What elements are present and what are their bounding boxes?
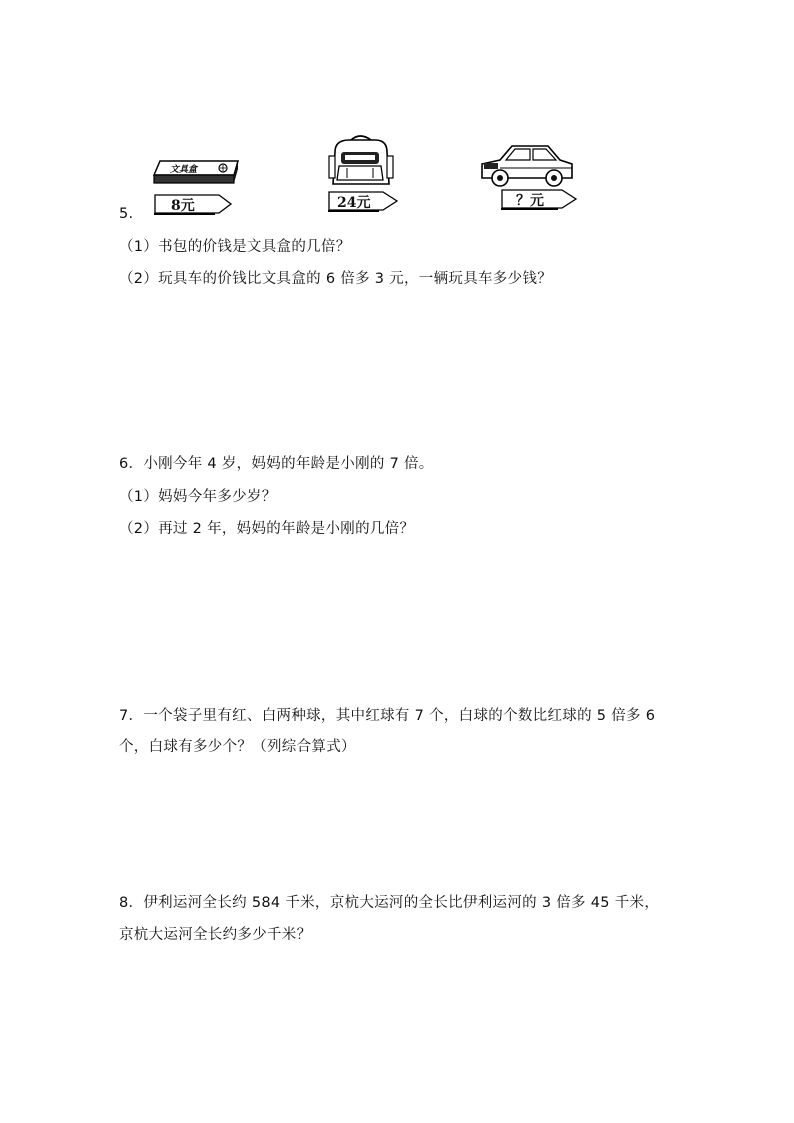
question-6-stem: 6．小刚今年 4 岁，妈妈的年龄是小刚的 7 倍。 <box>119 456 434 472</box>
school-bag-picture <box>325 134 395 194</box>
question-6-part-1: （1）妈妈今年多少岁？ <box>119 489 277 505</box>
question-5-part-2: （2）玩具车的价钱比文具盒的 6 倍多 3 元，一辆玩具车多少钱？ <box>119 271 553 287</box>
pencil-case-label: 文具盒 <box>170 165 198 175</box>
question-5-number: 5. <box>119 206 134 222</box>
toy-car-price: ？元 <box>516 193 544 209</box>
pencil-case-price: 8元 <box>171 198 195 214</box>
question-7-line-2: 个，白球有多少个？（列综合算式） <box>119 739 356 755</box>
toy-car-picture <box>478 138 578 190</box>
question-5-part-1: （1）书包的价钱是文具盒的几倍？ <box>119 239 351 255</box>
school-bag-price-tag <box>327 190 399 212</box>
pencil-case-price-tag <box>153 193 233 215</box>
toy-car-icon <box>478 138 578 190</box>
toy-car-price-tag <box>500 188 578 210</box>
question-7-line-1: 7．一个袋子里有红、白两种球，其中红球有 7 个，白球的个数比红球的 5 倍多 6 <box>119 708 656 724</box>
school-bag-price: 24元 <box>337 195 371 211</box>
question-8-line-2: 京杭大运河全长约多少千米？ <box>119 927 312 943</box>
question-6-part-2: （2）再过 2 年，妈妈的年龄是小刚的几倍？ <box>119 521 415 537</box>
school-bag-icon <box>325 134 395 194</box>
question-8-line-1: 8．伊利运河全长约 584 千米，京杭大运河的全长比伊利运河的 3 倍多 45 千米， <box>119 895 660 911</box>
